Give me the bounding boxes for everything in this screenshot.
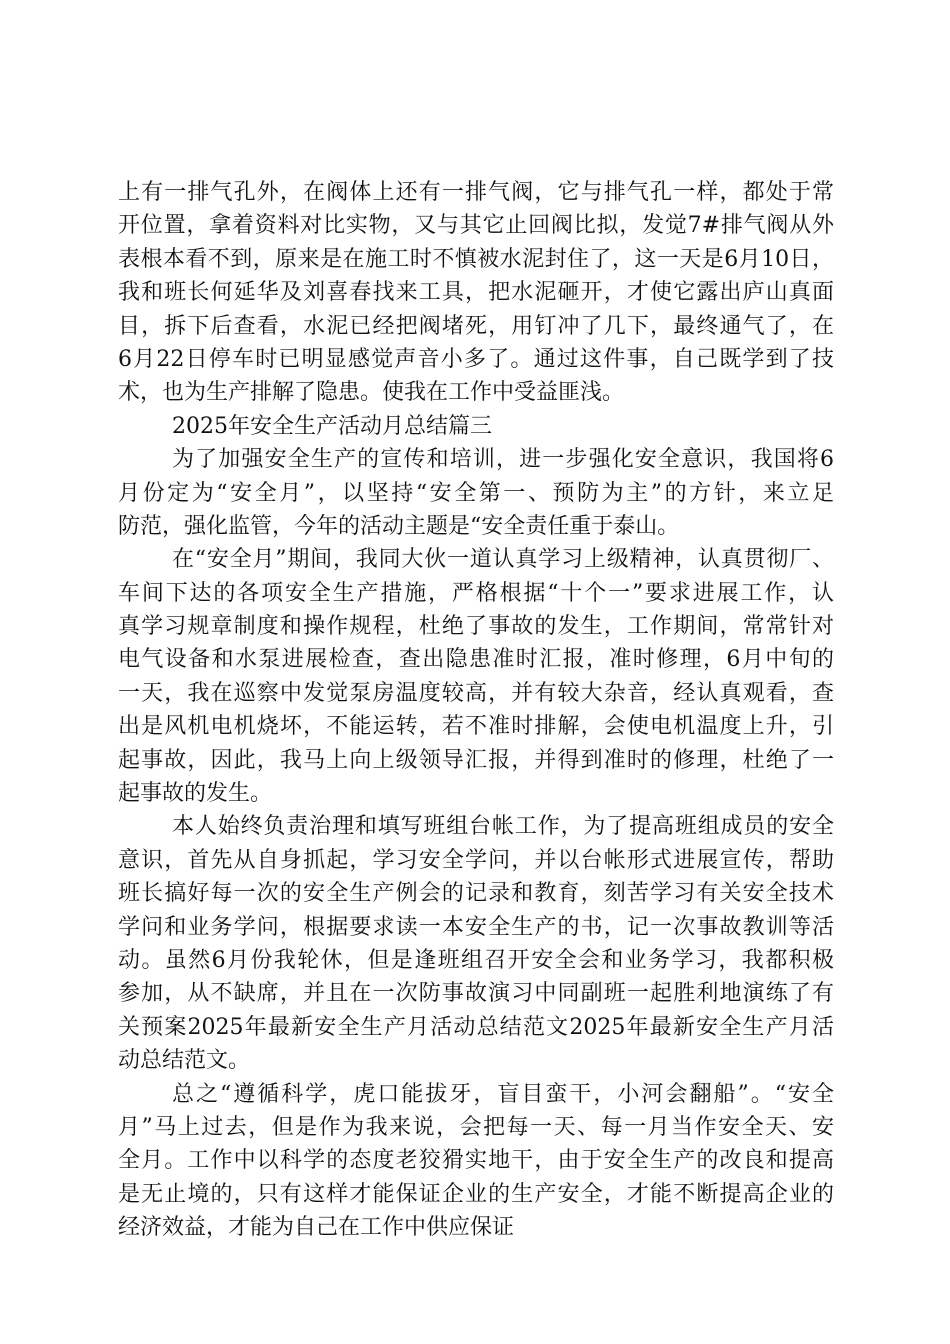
- paragraph: [118, 443, 834, 543]
- text-line: 关预案2025年最新安全生产月活动总结范文2025年最新安全生产月活: [118, 1014, 834, 1040]
- text-line: 表根本看不到，原来是在施工时不慎被水泥封住了，这一天是6月10日，: [118, 246, 834, 272]
- text-line: 为了加强安全生产的宣传和培训，进一步强化安全意识，我国将6: [172, 447, 834, 473]
- paragraph: [118, 176, 834, 410]
- text-line: 班长搞好每一次的安全生产例会的记录和教育，刻苦学习有关安全技术: [118, 881, 834, 907]
- text-line: 出是风机电机烧坏，不能运转，若不准时排解，会使电机温度上升，引: [118, 714, 834, 740]
- text-line: 月”马上过去，但是作为我来说，会把每一天、每一月当作安全天、安: [118, 1114, 834, 1140]
- text-line: 经济效益，才能为自己在工作中供应保证: [118, 1215, 515, 1241]
- text-line: 术，也为生产排解了隐患。使我在工作中受益匪浅。: [118, 380, 625, 406]
- text-line: 本人始终负责治理和填写班组台帐工作，为了提高班组成员的安全: [172, 814, 834, 840]
- text-line: 上有一排气孔外，在阀体上还有一排气阀，它与排气孔一样，都处于常: [118, 180, 834, 205]
- text-line: 起事故，因此，我马上向上级领导汇报，并得到准时的修理，杜绝了一: [118, 747, 834, 773]
- text-line: 起事故的发生。: [118, 781, 273, 807]
- text-line: 动。虽然6月份我轮休，但是逢班组召开安全会和业务学习，我都积极: [118, 947, 834, 973]
- text-line: 车间下达的各项安全生产措施，严格根据“十个一”要求进展工作，认: [118, 580, 834, 606]
- text-line: 6月22日停车时已明显感觉声音小多了。通过这件事，自己既学到了技: [118, 346, 834, 372]
- text-line: 动总结范文。: [118, 1048, 251, 1074]
- text-line: 参加，从不缺席，并且在一次防事故演习中同副班一起胜利地演练了有: [118, 981, 834, 1007]
- text-line: 意识，首先从自身抓起，学习安全学问，并以台帐形式进展宣传，帮助: [118, 847, 834, 873]
- text-line: 全月。工作中以科学的态度老狡猾实地干，由于安全生产的改良和提高: [118, 1148, 834, 1174]
- text-line: 学问和业务学问，根据要求读一本安全生产的书，记一次事故教训等活: [118, 914, 834, 940]
- text-line: 在“安全月”期间，我同大伙一道认真学习上级精神，认真贯彻厂、: [172, 547, 834, 573]
- text-line: 电气设备和水泵进展检查，查出隐患准时汇报，准时修理，6月中旬的: [118, 647, 834, 673]
- text-line: 是无止境的，只有这样才能保证企业的生产安全，才能不断提高企业的: [118, 1181, 834, 1207]
- text-line: 我和班长何延华及刘喜春找来工具，把水泥砸开，才使它露出庐山真面: [118, 280, 834, 306]
- paragraph: [118, 1078, 834, 1245]
- text-line: 开位置，拿着资料对比实物，又与其它止回阀比拟，发觉7#排气阀从外: [118, 213, 834, 239]
- document-body: [118, 176, 834, 1245]
- text-line: 总之“遵循科学，虎口能拔牙，盲目蛮干，小河会翻船”。“安全: [172, 1081, 834, 1107]
- text-line: 一天，我在巡察中发觉泵房温度较高，并有较大杂音，经认真观看，查: [118, 680, 834, 706]
- heading-text: 2025年安全生产活动月总结篇三: [172, 413, 492, 439]
- text-line: 月份定为“安全月”，以坚持“安全第一、预防为主”的方针，来立足: [118, 480, 834, 506]
- paragraph: [118, 543, 834, 810]
- text-line: 真学习规章制度和操作规程，杜绝了事故的发生，工作期间，常常针对: [118, 614, 834, 640]
- text-line: 防范，强化监管，今年的活动主题是“安全责任重于泰山。: [118, 513, 680, 539]
- paragraph: [118, 810, 834, 1077]
- section-heading: [118, 410, 834, 443]
- text-line: 目，拆下后查看，水泥已经把阀堵死，用钉冲了几下，最终通气了，在: [118, 313, 834, 339]
